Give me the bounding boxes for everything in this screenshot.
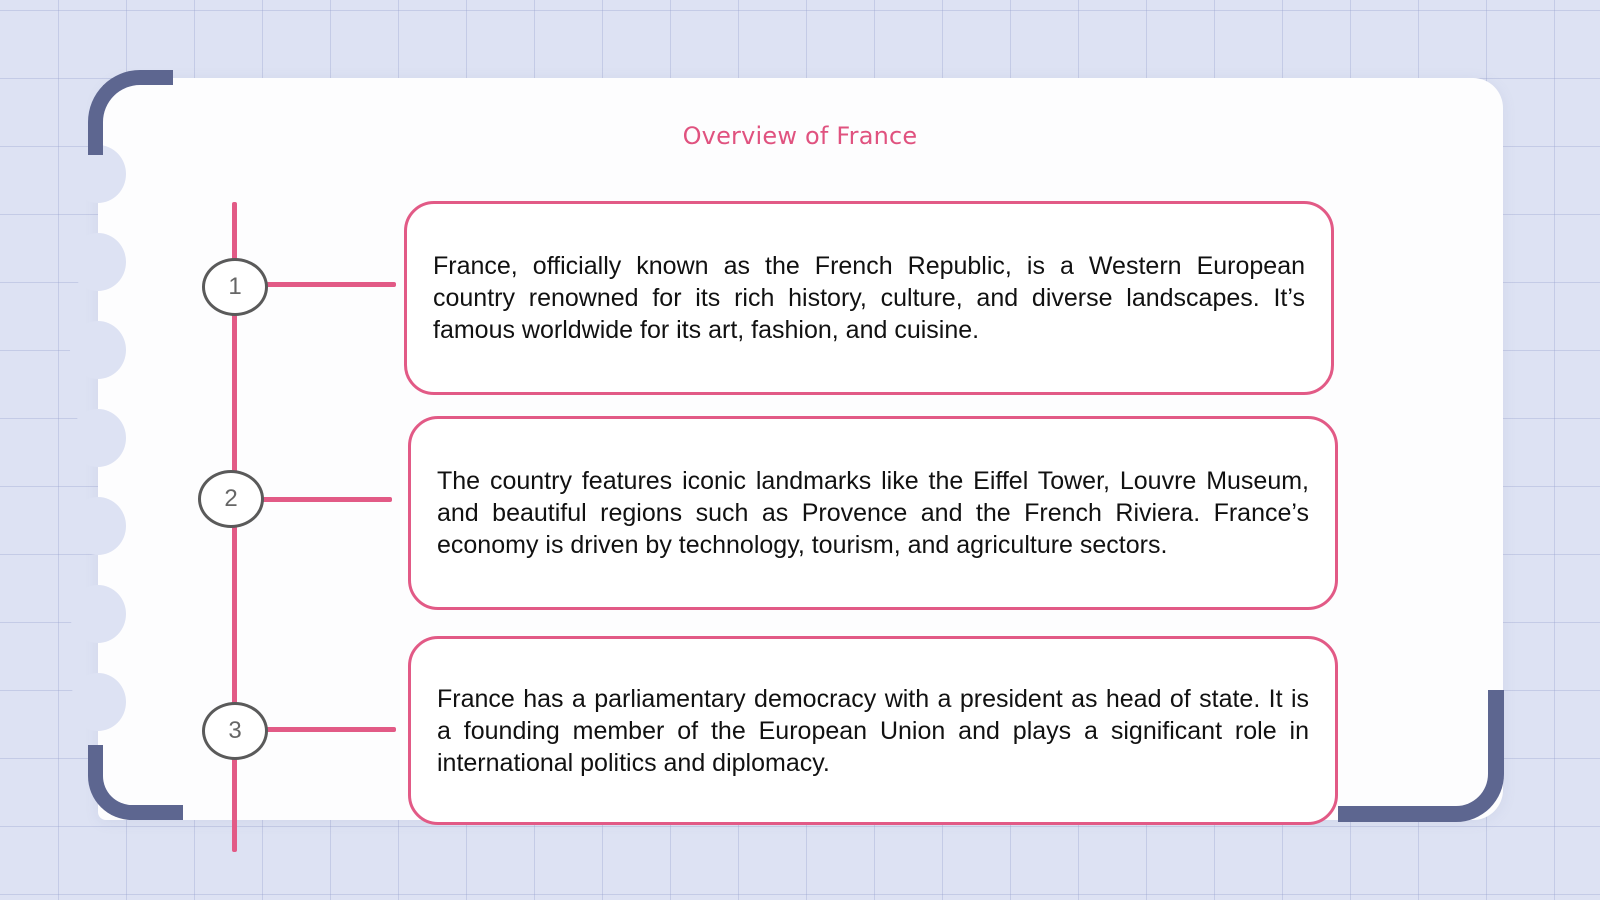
slide-title: Overview of France [682, 122, 918, 150]
content-text-1: France, officially known as the French Republic, is a Western European country renowned for its rich history, culture, and diverse landscapes. It’s famous worldwide for its art, fashion, and cuisine. [433, 252, 1305, 344]
timeline-connector-1 [266, 282, 396, 287]
paper-scallop [70, 585, 126, 643]
content-text-2: The country features iconic landmarks like the Eiffel Tower, Louvre Museum, and beautiful regions such as Provence and the French Riviera. France’s economy is driven by technology, tourism, and agriculture sectors. [437, 467, 1309, 559]
corner-bracket-bottom-left [88, 745, 183, 820]
corner-bracket-bottom-right [1338, 690, 1504, 822]
paper-scallop [70, 673, 126, 731]
content-box-3 [408, 636, 1338, 825]
timeline-connector-3 [266, 727, 396, 732]
step-number-1: 1 [202, 258, 268, 316]
corner-bracket-top-left [88, 70, 173, 155]
paper-scallop [70, 497, 126, 555]
step-number-3: 3 [202, 702, 268, 760]
timeline-connector-2 [262, 497, 392, 502]
paper-scallop [70, 321, 126, 379]
step-number-2: 2 [198, 470, 264, 528]
content-text-3: France has a parliamentary democracy with a president as head of state. It is a founding member of the European Union and plays a significant role in international politics and diplomacy. [437, 684, 1309, 777]
content-box-1 [404, 201, 1334, 395]
paper-scallop [70, 409, 126, 467]
content-box-2 [408, 416, 1338, 610]
paper-scallop [70, 233, 126, 291]
